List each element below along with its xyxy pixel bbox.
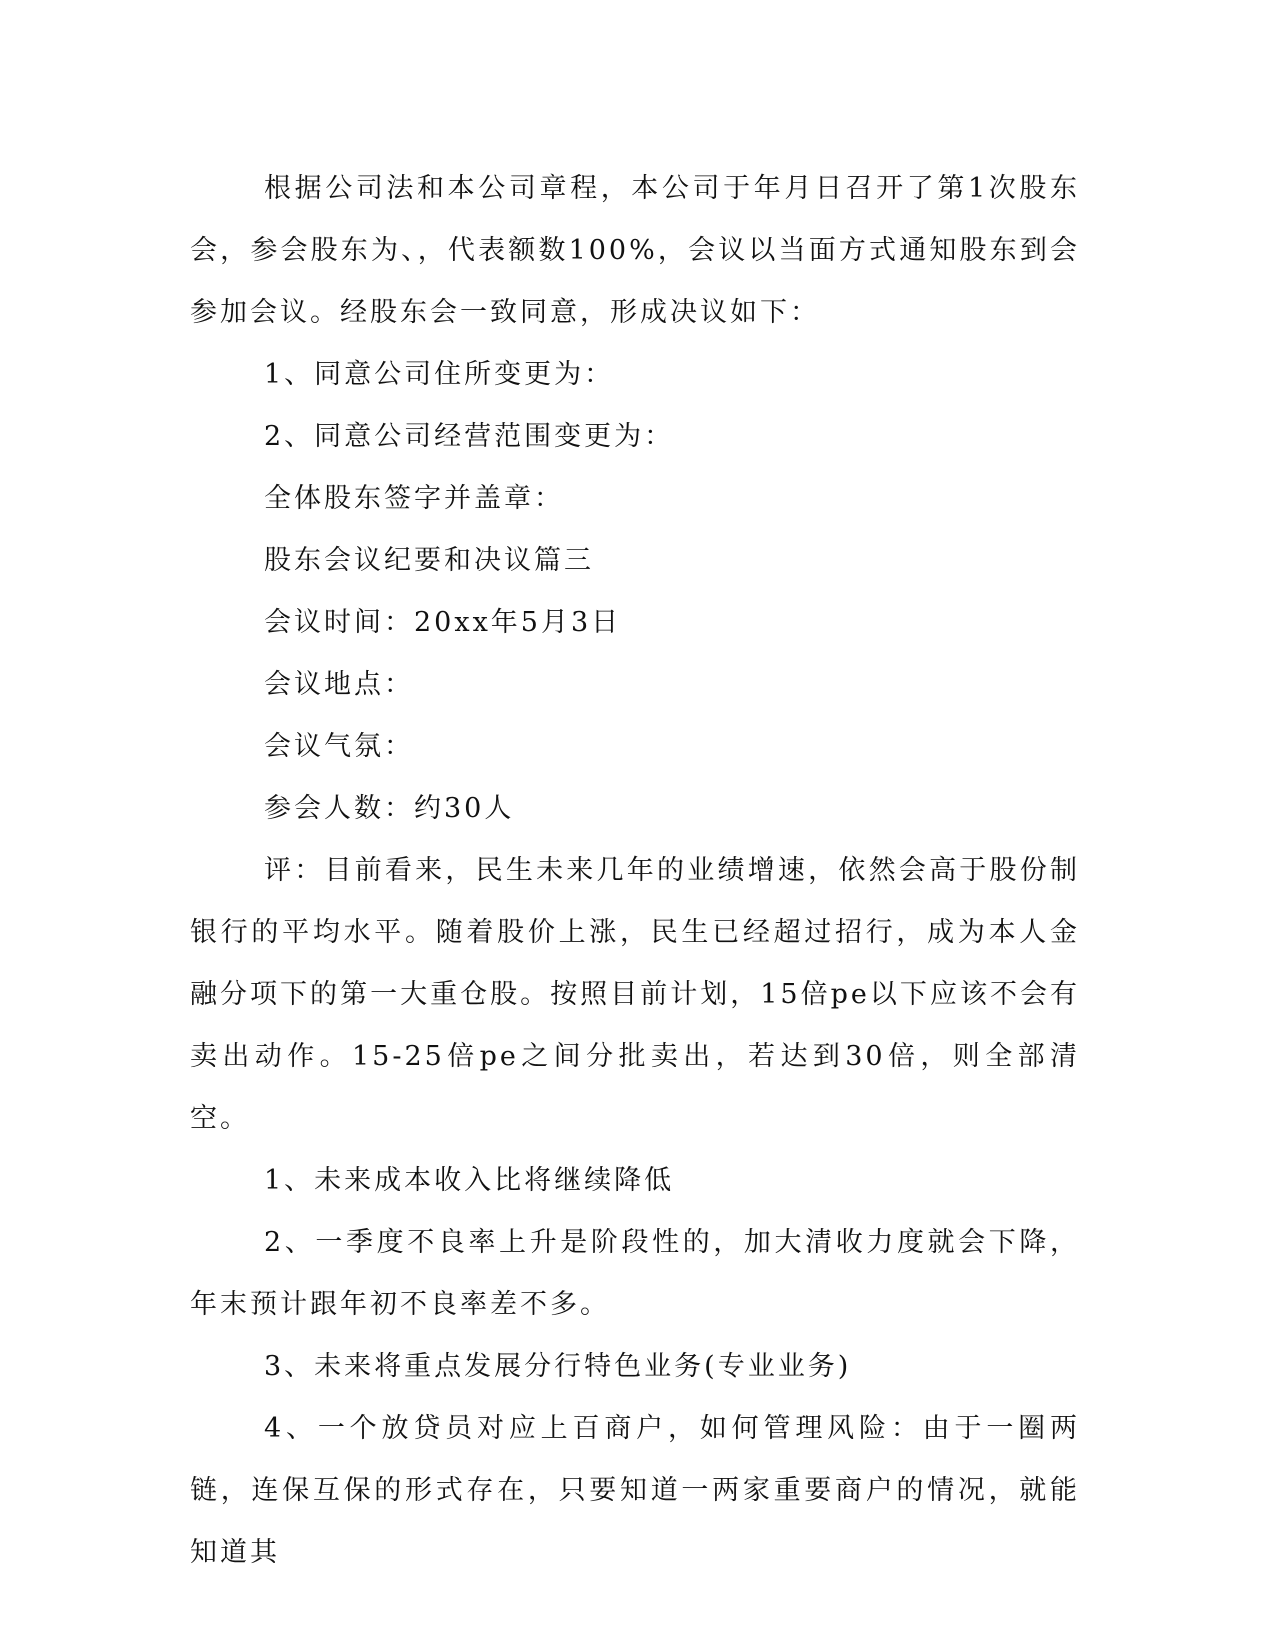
list-item-cost-ratio: 1、未来成本收入比将继续降低 (264, 1165, 675, 1196)
meeting-attendance: 参会人数：约30人 (264, 793, 515, 824)
list-item-npl-rate: 2、一季度不良率上升是阶段性的，加大清收力度就会下降，年末预计跟年初不良率差不多。 (190, 1227, 1080, 1320)
meeting-time: 会议时间：20xx年5月3日 (264, 607, 622, 638)
paragraph-item-scope-change: 2、同意公司经营范围变更为： (264, 421, 675, 452)
list-item-branch-business: 3、未来将重点发展分行特色业务(专业业务) (264, 1351, 852, 1382)
paragraph-resolution-intro: 根据公司法和本公司章程，本公司于年月日召开了第1次股东会，参会股东为、，代表额数100%，会议以当面方式通知股东到会参加会议。经股东会一致同意，形成决议如下： (190, 173, 1080, 328)
paragraph-item-address-change: 1、同意公司住所变更为： (264, 359, 615, 390)
paragraph-signature-line: 全体股东签字并盖章： (264, 483, 564, 514)
section-heading: 股东会议纪要和决议篇三 (264, 545, 594, 576)
paragraph-commentary: 评：目前看来，民生未来几年的业绩增速，依然会高于股份制银行的平均水平。随着股价上涨，民生已经超过招行，成为本人金融分项下的第一大重仓股。按照目前计划，15倍pe以下应该不会有卖出动作。15-25倍pe之间分批卖出，若达到30倍，则全部清空。 (190, 855, 1080, 1134)
document-body (190, 158, 1080, 1584)
meeting-location: 会议地点： (264, 669, 414, 700)
list-item-risk-management: 4、一个放贷员对应上百商户，如何管理风险：由于一圈两链，连保互保的形式存在，只要知道一两家重要商户的情况，就能知道其 (190, 1413, 1080, 1568)
meeting-atmosphere: 会议气氛： (264, 731, 414, 762)
